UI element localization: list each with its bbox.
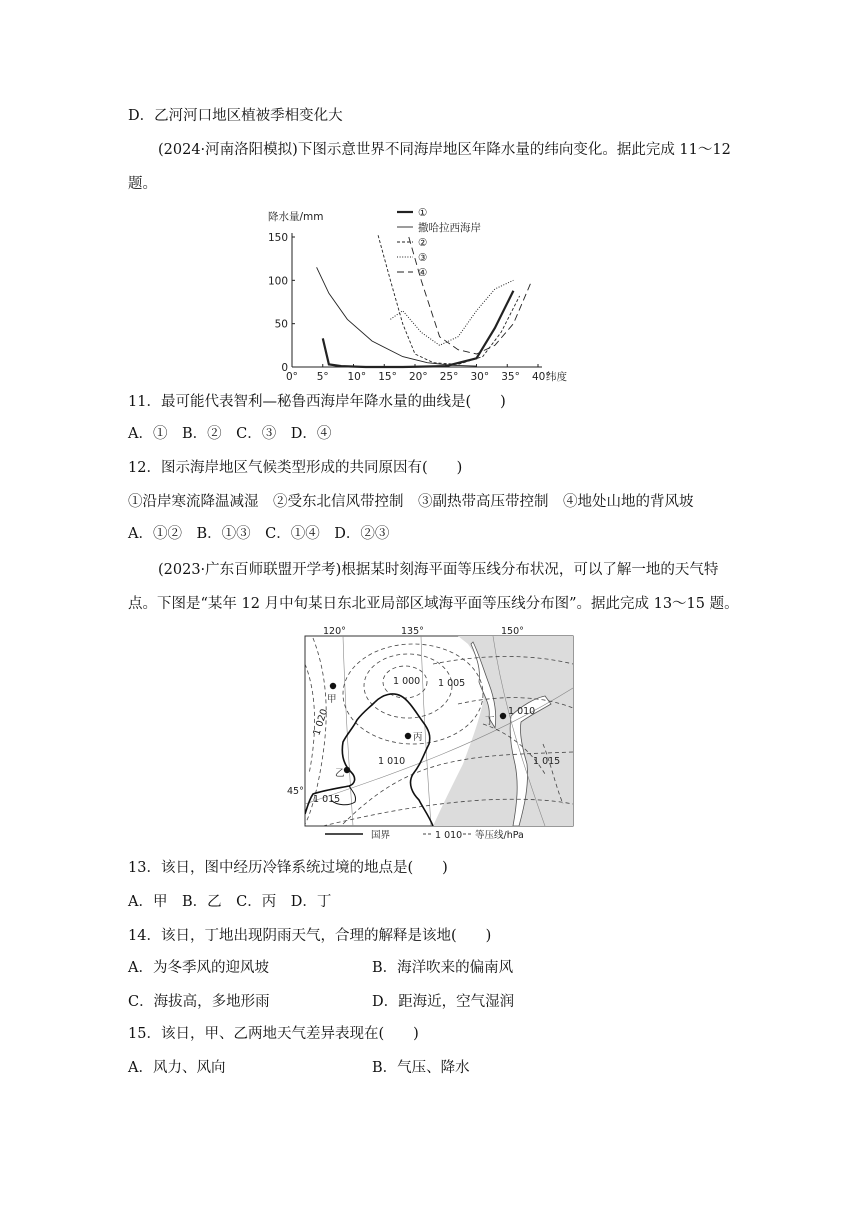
x-axis-label: 纬度 xyxy=(546,371,567,383)
lon-label-135: 135° xyxy=(401,626,424,637)
place-dot-yi xyxy=(344,767,350,773)
q12-items: ①沿岸寒流降温减湿 ②受东北信风带控制 ③副热带高压带控制 ④地处山地的背风坡 xyxy=(128,494,694,510)
legend-label: 撒哈拉西海岸 xyxy=(418,222,481,234)
place-dot-bing xyxy=(405,733,411,739)
legend-isobar-value: 1 010 xyxy=(435,830,463,841)
legend-label: ① xyxy=(418,207,428,219)
isobar-label: 1 020 xyxy=(311,707,331,737)
legend-label: ③ xyxy=(418,252,428,264)
isobar-label: 1 010 xyxy=(508,706,536,717)
x-tick-label: 10° xyxy=(347,371,367,383)
q12-options: A．①② B．①③ C．①④ D．②③ xyxy=(128,526,390,542)
isobar-label: 1 015 xyxy=(533,756,561,767)
lon-label-120: 120° xyxy=(323,626,346,637)
place-dot-jia xyxy=(330,683,336,689)
q14-stem: 14．该日，丁地出现阴雨天气，合理的解释是该地( ) xyxy=(128,928,492,944)
x-tick-label: 20° xyxy=(409,371,428,383)
q14-option-d: D．距海近，空气湿润 xyxy=(372,994,515,1010)
x-tick-label: 15° xyxy=(378,371,397,383)
place-label-ding: 丁 xyxy=(485,716,495,727)
q13-stem: 13．该日，图中经历冷锋系统过境的地点是( ) xyxy=(128,860,448,876)
q14-option-c: C．海拔高，多地形雨 xyxy=(128,994,270,1010)
place-label-bing: 丙 xyxy=(413,732,423,743)
y-tick-label: 0 xyxy=(281,362,288,374)
q11-stem: 11．最可能代表智利—秘鲁西海岸年降水量的曲线是( ) xyxy=(128,394,506,410)
isobar-map xyxy=(283,624,581,844)
y-tick-label: 150 xyxy=(267,232,288,244)
isobar-label: 1 010 xyxy=(378,756,406,767)
lat-label-45: 45° xyxy=(287,786,304,797)
chart-legend xyxy=(397,207,481,279)
q15-option-a: A．风力、风向 xyxy=(128,1060,226,1076)
legend-label: ② xyxy=(418,237,428,249)
series-line xyxy=(317,267,477,366)
q15-option-b: B．气压、降水 xyxy=(372,1060,470,1076)
precipitation-chart xyxy=(255,200,595,388)
place-label-jia: 甲 xyxy=(327,694,337,705)
x-tick-label: 40° xyxy=(532,371,551,383)
q11-options: A．① B．② C．③ D．④ xyxy=(128,426,332,442)
y-tick-label: 100 xyxy=(267,275,288,288)
isobar-label: 1 005 xyxy=(438,678,466,689)
q12-stem: 12．图示海岸地区气候类型形成的共同原因有( ) xyxy=(128,460,463,476)
q15-stem: 15．该日，甲、乙两地天气差异表现在( ) xyxy=(128,1026,419,1042)
intro-q13-15-line1: (2023·广东百师联盟开学考)根据某时刻海平面等压线分布状况，可以了解一地的天气特 xyxy=(158,562,719,578)
x-tick-label: 30° xyxy=(470,371,490,383)
intro-q13-15-line2: 点。下图是“某年 12 月中旬某日东北亚局部区域海平面等压线分布图”。据此完成 13～15 题。 xyxy=(128,596,739,612)
place-label-yi: 乙 xyxy=(335,768,345,779)
q14-option-a: A．为冬季风的迎风坡 xyxy=(128,960,269,976)
legend-isobar-text: 等压线/hPa xyxy=(475,830,524,841)
intro-q11-12-line2: 题。 xyxy=(128,176,157,192)
x-tick-label: 0° xyxy=(286,371,298,383)
legend-border-label: 国界 xyxy=(371,830,391,841)
series-line xyxy=(378,235,519,364)
q10-option-d: D．乙河河口地区植被季相变化大 xyxy=(128,108,343,124)
legend-label: ④ xyxy=(418,267,428,279)
isobar-label: 1 000 xyxy=(393,676,421,687)
y-tick-label: 50 xyxy=(274,318,288,331)
q13-options: A．甲 B．乙 C．丙 D．丁 xyxy=(128,894,332,910)
x-tick-label: 5° xyxy=(316,371,329,383)
isobar-label: 1 015 xyxy=(313,794,341,805)
chart-ylabel: 降水量/mm xyxy=(268,211,324,223)
place-dot-ding xyxy=(500,713,506,719)
q14-option-b: B．海洋吹来的偏南风 xyxy=(372,960,514,976)
x-tick-label: 25° xyxy=(439,371,459,383)
lon-label-150: 150° xyxy=(501,626,524,637)
series-line xyxy=(390,280,513,345)
x-tick-label: 35° xyxy=(501,371,520,383)
intro-q11-12-line1: (2024·河南洛阳模拟)下图示意世界不同海岸地区年降水量的纬向变化。据此完成 11～12 xyxy=(158,142,731,158)
